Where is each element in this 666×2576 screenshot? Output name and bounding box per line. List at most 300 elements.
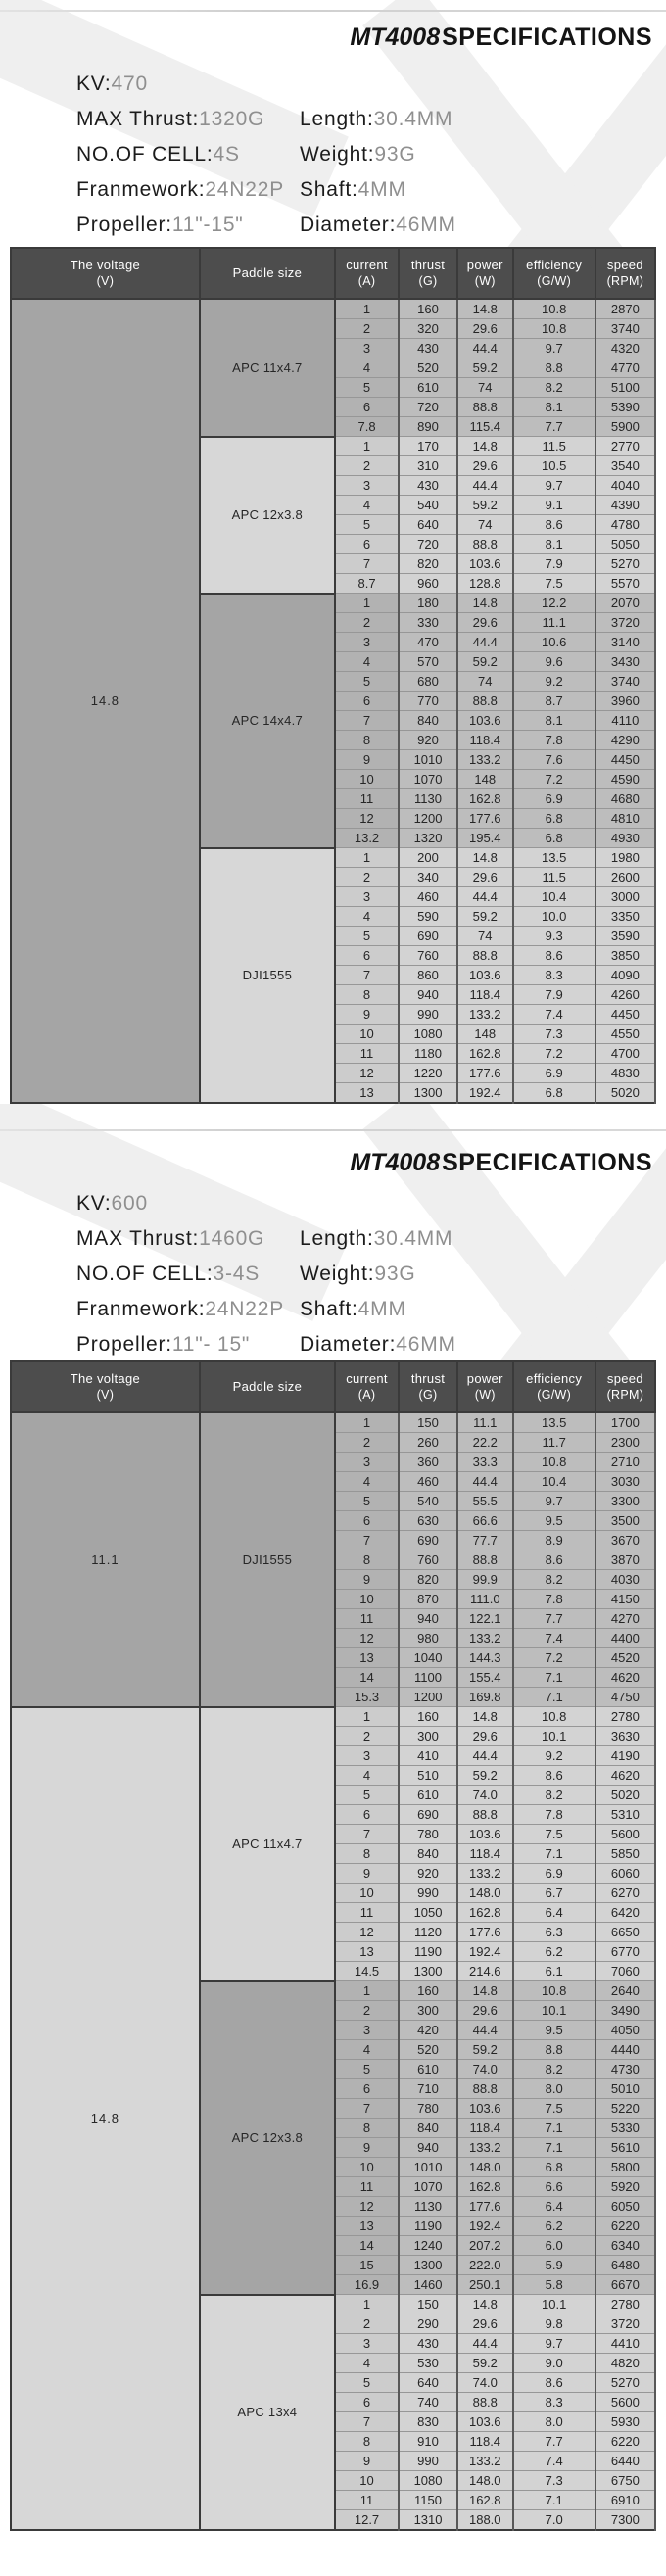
speed-cell: 4590	[595, 770, 655, 789]
current-cell: 7	[335, 1531, 399, 1550]
spec-item	[76, 172, 300, 208]
efficiency-cell: 6.6	[513, 2177, 595, 2197]
current-cell: 2	[335, 1727, 399, 1746]
efficiency-cell: 8.0	[513, 2412, 595, 2432]
power-cell: 222.0	[457, 2256, 513, 2275]
thrust-cell: 170	[399, 437, 457, 456]
power-cell: 14.8	[457, 1707, 513, 1727]
efficiency-cell: 7.3	[513, 2471, 595, 2491]
efficiency-cell: 7.3	[513, 1025, 595, 1044]
current-cell: 1	[335, 2295, 399, 2314]
speed-cell: 6770	[595, 1942, 655, 1962]
thrust-cell: 1300	[399, 2256, 457, 2275]
speed-cell: 5310	[595, 1805, 655, 1825]
speed-cell: 2640	[595, 1981, 655, 2001]
thrust-cell: 1070	[399, 2177, 457, 2197]
speed-cell: 4440	[595, 2040, 655, 2060]
power-cell: 188.0	[457, 2510, 513, 2531]
current-cell: 4	[335, 1766, 399, 1786]
power-cell: 14.8	[457, 848, 513, 868]
power-cell: 214.6	[457, 1962, 513, 1981]
top-divider	[0, 1129, 666, 1131]
header-row	[11, 1361, 655, 1412]
efficiency-cell: 8.8	[513, 358, 595, 378]
current-cell: 9	[335, 1864, 399, 1884]
efficiency-cell: 7.5	[513, 2099, 595, 2119]
power-cell: 103.6	[457, 554, 513, 574]
efficiency-cell: 7.4	[513, 2452, 595, 2471]
spec-item	[300, 208, 456, 243]
spec-label: Weight:	[300, 143, 375, 166]
column-header: speed (RPM)	[595, 1361, 655, 1412]
spec-grid	[76, 1186, 658, 1360]
efficiency-cell: 7.8	[513, 1590, 595, 1609]
column-header: efficiency (G/W)	[513, 1361, 595, 1412]
efficiency-cell: 7.0	[513, 2510, 595, 2531]
current-cell: 12	[335, 809, 399, 829]
speed-cell: 4680	[595, 789, 655, 809]
spec-item	[300, 137, 456, 172]
speed-cell: 5570	[595, 574, 655, 594]
power-cell: 74.0	[457, 1786, 513, 1805]
paddle-size-cell: DJI1555	[200, 1412, 335, 1707]
paddle-size-cell: APC 13x4	[200, 2295, 335, 2531]
efficiency-cell: 6.9	[513, 1864, 595, 1884]
thrust-cell: 1240	[399, 2236, 457, 2256]
current-cell: 7.8	[335, 417, 399, 437]
current-cell: 11	[335, 1044, 399, 1064]
efficiency-cell: 8.2	[513, 1570, 595, 1590]
spec-value: 93G	[374, 143, 416, 166]
speed-cell: 5220	[595, 2099, 655, 2119]
speed-cell: 3740	[595, 672, 655, 692]
thrust-cell: 960	[399, 574, 457, 594]
efficiency-cell: 9.6	[513, 652, 595, 672]
speed-cell: 5050	[595, 535, 655, 554]
thrust-cell: 520	[399, 2040, 457, 2060]
power-cell: 177.6	[457, 2197, 513, 2217]
spec-value: 30.4MM	[373, 108, 453, 130]
thrust-table-kv600	[10, 1360, 656, 2531]
efficiency-cell: 9.0	[513, 2354, 595, 2373]
power-cell: 88.8	[457, 1805, 513, 1825]
power-cell: 14.8	[457, 2295, 513, 2314]
power-cell: 118.4	[457, 731, 513, 750]
thrust-cell: 150	[399, 1412, 457, 1433]
speed-cell: 4700	[595, 1044, 655, 1064]
efficiency-cell: 11.5	[513, 868, 595, 887]
current-cell: 8	[335, 2119, 399, 2138]
efficiency-cell: 7.9	[513, 985, 595, 1005]
thrust-cell: 720	[399, 535, 457, 554]
current-cell: 9	[335, 750, 399, 770]
power-cell: 148.0	[457, 2471, 513, 2491]
speed-cell: 2300	[595, 1433, 655, 1453]
power-cell: 133.2	[457, 750, 513, 770]
efficiency-cell: 9.7	[513, 476, 595, 496]
power-cell: 169.8	[457, 1688, 513, 1707]
current-cell: 8	[335, 1844, 399, 1864]
efficiency-cell: 6.4	[513, 2197, 595, 2217]
thrust-cell: 760	[399, 946, 457, 966]
efficiency-cell: 10.8	[513, 1707, 595, 1727]
thrust-cell: 740	[399, 2393, 457, 2412]
speed-cell: 6670	[595, 2275, 655, 2295]
speed-cell: 5270	[595, 2373, 655, 2393]
spec-value: 470	[111, 72, 148, 95]
spec-item	[300, 1292, 456, 1327]
efficiency-cell: 10.8	[513, 1981, 595, 2001]
efficiency-cell: 9.5	[513, 2021, 595, 2040]
power-cell: 192.4	[457, 1083, 513, 1104]
speed-cell: 5920	[595, 2177, 655, 2197]
current-cell: 7	[335, 966, 399, 985]
thrust-cell: 1190	[399, 1942, 457, 1962]
speed-cell: 3140	[595, 633, 655, 652]
thrust-cell: 830	[399, 2412, 457, 2432]
current-cell: 5	[335, 378, 399, 398]
current-cell: 13	[335, 2217, 399, 2236]
speed-cell: 5600	[595, 2393, 655, 2412]
thrust-cell: 840	[399, 1844, 457, 1864]
thrust-cell: 910	[399, 2432, 457, 2452]
spec-label: KV:	[76, 72, 112, 95]
power-cell: 74	[457, 378, 513, 398]
power-cell: 115.4	[457, 417, 513, 437]
power-cell: 177.6	[457, 1923, 513, 1942]
efficiency-cell: 7.4	[513, 1629, 595, 1648]
power-cell: 192.4	[457, 1942, 513, 1962]
power-cell: 162.8	[457, 1903, 513, 1923]
power-cell: 111.0	[457, 1590, 513, 1609]
power-cell: 44.4	[457, 887, 513, 907]
thrust-cell: 150	[399, 2295, 457, 2314]
current-cell: 6	[335, 1511, 399, 1531]
efficiency-cell: 6.8	[513, 809, 595, 829]
efficiency-cell: 7.7	[513, 417, 595, 437]
top-divider	[0, 10, 666, 12]
power-cell: 133.2	[457, 2138, 513, 2158]
speed-cell: 5930	[595, 2412, 655, 2432]
voltage-cell: 14.8	[11, 299, 200, 1103]
speed-cell: 4780	[595, 515, 655, 535]
current-cell: 9	[335, 1570, 399, 1590]
power-cell: 74.0	[457, 2060, 513, 2079]
speed-cell: 2780	[595, 1707, 655, 1727]
power-cell: 22.2	[457, 1433, 513, 1453]
speed-cell: 3350	[595, 907, 655, 927]
paddle-size-cell: APC 12x3.8	[200, 437, 335, 594]
thrust-cell: 1120	[399, 1923, 457, 1942]
speed-cell: 5020	[595, 1786, 655, 1805]
efficiency-cell: 7.5	[513, 574, 595, 594]
thrust-cell: 530	[399, 2354, 457, 2373]
spec-value: 24N22P	[205, 1298, 285, 1320]
speed-cell: 3850	[595, 946, 655, 966]
current-cell: 13	[335, 1942, 399, 1962]
efficiency-cell: 8.3	[513, 2393, 595, 2412]
current-cell: 2	[335, 2001, 399, 2021]
speed-cell: 4040	[595, 476, 655, 496]
paddle-size-cell: DJI1555	[200, 848, 335, 1104]
column-header: Paddle size	[200, 1361, 335, 1412]
spec-label: Shaft:	[300, 1298, 358, 1320]
thrust-cell: 1130	[399, 789, 457, 809]
efficiency-cell: 13.5	[513, 848, 595, 868]
spec-list-right	[300, 1221, 456, 1360]
speed-cell: 3590	[595, 927, 655, 946]
thrust-cell: 940	[399, 2138, 457, 2158]
speed-cell: 4270	[595, 1609, 655, 1629]
power-cell: 162.8	[457, 789, 513, 809]
thrust-cell: 1200	[399, 809, 457, 829]
thrust-cell: 360	[399, 1453, 457, 1472]
speed-cell: 5390	[595, 398, 655, 417]
speed-cell: 4620	[595, 1766, 655, 1786]
current-cell: 5	[335, 515, 399, 535]
efficiency-cell: 7.8	[513, 731, 595, 750]
power-cell: 59.2	[457, 496, 513, 515]
current-cell: 5	[335, 672, 399, 692]
efficiency-cell: 7.1	[513, 2119, 595, 2138]
power-cell: 44.4	[457, 339, 513, 358]
efficiency-cell: 8.6	[513, 1766, 595, 1786]
power-cell: 144.3	[457, 1648, 513, 1668]
efficiency-cell: 7.6	[513, 750, 595, 770]
spec-value: 93G	[374, 1263, 416, 1285]
thrust-cell: 1300	[399, 1962, 457, 1981]
spec-label: Diameter:	[300, 214, 397, 236]
current-cell: 11	[335, 2491, 399, 2510]
thrust-cell: 610	[399, 2060, 457, 2079]
power-cell: 29.6	[457, 868, 513, 887]
power-cell: 148	[457, 1025, 513, 1044]
power-cell: 118.4	[457, 1844, 513, 1864]
thrust-cell: 690	[399, 1805, 457, 1825]
thrust-cell: 820	[399, 554, 457, 574]
power-cell: 118.4	[457, 2432, 513, 2452]
spec-value: 4MM	[357, 178, 406, 201]
current-cell: 1	[335, 1412, 399, 1433]
power-cell: 74	[457, 672, 513, 692]
current-cell: 3	[335, 339, 399, 358]
efficiency-cell: 6.2	[513, 2217, 595, 2236]
speed-cell: 1700	[595, 1412, 655, 1433]
efficiency-cell: 10.1	[513, 2001, 595, 2021]
power-cell: 250.1	[457, 2275, 513, 2295]
power-cell: 59.2	[457, 2354, 513, 2373]
model-name: MT4008	[350, 24, 441, 51]
current-cell: 11	[335, 1903, 399, 1923]
thrust-cell: 510	[399, 1766, 457, 1786]
spec-value: 600	[111, 1192, 148, 1215]
spec-value: 4MM	[357, 1298, 406, 1320]
speed-cell: 4150	[595, 1590, 655, 1609]
power-cell: 118.4	[457, 985, 513, 1005]
power-cell: 177.6	[457, 809, 513, 829]
spec-label: NO.OF CELL:	[76, 1263, 214, 1285]
current-cell: 5	[335, 2373, 399, 2393]
spec-value: 1320G	[199, 108, 265, 130]
efficiency-cell: 13.5	[513, 1412, 595, 1433]
efficiency-cell: 10.4	[513, 887, 595, 907]
current-cell: 4	[335, 496, 399, 515]
current-cell: 2	[335, 1433, 399, 1453]
current-cell: 3	[335, 2334, 399, 2354]
efficiency-cell: 5.9	[513, 2256, 595, 2275]
spec-value: 3-4S	[213, 1263, 261, 1285]
efficiency-cell: 10.8	[513, 299, 595, 319]
thrust-cell: 430	[399, 476, 457, 496]
power-cell: 29.6	[457, 1727, 513, 1746]
efficiency-cell: 7.1	[513, 2138, 595, 2158]
speed-cell: 4410	[595, 2334, 655, 2354]
power-cell: 14.8	[457, 437, 513, 456]
thrust-cell: 1050	[399, 1903, 457, 1923]
current-cell: 10	[335, 1025, 399, 1044]
current-cell: 13	[335, 1648, 399, 1668]
efficiency-cell: 7.1	[513, 1688, 595, 1707]
current-cell: 4	[335, 652, 399, 672]
power-cell: 155.4	[457, 1668, 513, 1688]
current-cell: 4	[335, 2040, 399, 2060]
current-cell: 4	[335, 358, 399, 378]
column-header: power (W)	[457, 1361, 513, 1412]
current-cell: 5	[335, 927, 399, 946]
model-name: MT4008	[350, 1149, 441, 1176]
spec-list-right	[300, 102, 456, 243]
thrust-cell: 1300	[399, 1083, 457, 1104]
spec-grid	[76, 67, 658, 243]
power-cell: 44.4	[457, 633, 513, 652]
current-cell: 12	[335, 1629, 399, 1648]
current-cell: 10	[335, 770, 399, 789]
speed-cell: 2870	[595, 299, 655, 319]
spec-item	[76, 208, 300, 243]
efficiency-cell: 7.8	[513, 1805, 595, 1825]
column-header: speed (RPM)	[595, 248, 655, 299]
spec-value: 11"-15"	[171, 214, 244, 236]
current-cell: 13.2	[335, 829, 399, 848]
efficiency-cell: 11.5	[513, 437, 595, 456]
sheet-title	[350, 1149, 652, 1177]
power-cell: 29.6	[457, 319, 513, 339]
current-cell: 14.5	[335, 1962, 399, 1981]
thrust-cell: 760	[399, 1550, 457, 1570]
thrust-cell: 160	[399, 299, 457, 319]
speed-cell: 5270	[595, 554, 655, 574]
page-bottom-margin	[0, 2531, 666, 2552]
thrust-cell: 160	[399, 1707, 457, 1727]
speed-cell: 3540	[595, 456, 655, 476]
speed-cell: 3670	[595, 1531, 655, 1550]
efficiency-cell: 8.2	[513, 378, 595, 398]
power-cell: 59.2	[457, 907, 513, 927]
efficiency-cell: 9.7	[513, 2334, 595, 2354]
current-cell: 7	[335, 2099, 399, 2119]
speed-cell: 6420	[595, 1903, 655, 1923]
current-cell: 3	[335, 633, 399, 652]
efficiency-cell: 10.8	[513, 1453, 595, 1472]
thrust-cell: 680	[399, 672, 457, 692]
speed-cell: 4930	[595, 829, 655, 848]
speed-cell: 4290	[595, 731, 655, 750]
thrust-cell: 770	[399, 692, 457, 711]
thrust-cell: 300	[399, 2001, 457, 2021]
power-cell: 88.8	[457, 2079, 513, 2099]
power-cell: 66.6	[457, 1511, 513, 1531]
efficiency-cell: 9.2	[513, 1746, 595, 1766]
paddle-size-cell: APC 12x3.8	[200, 1981, 335, 2295]
efficiency-cell: 7.7	[513, 1609, 595, 1629]
spec-item	[76, 1221, 300, 1257]
spec-label: Length:	[300, 1227, 374, 1250]
current-cell: 13	[335, 1083, 399, 1104]
speed-cell: 4820	[595, 2354, 655, 2373]
current-cell: 5	[335, 1786, 399, 1805]
column-header: thrust (G)	[399, 1361, 457, 1412]
power-cell: 133.2	[457, 1629, 513, 1648]
voltage-cell: 11.1	[11, 1412, 200, 1707]
efficiency-cell: 9.7	[513, 1492, 595, 1511]
column-header: Paddle size	[200, 248, 335, 299]
spec-label: Propeller:	[76, 1333, 172, 1356]
spec-item	[300, 172, 456, 208]
thrust-cell: 920	[399, 1864, 457, 1884]
power-cell: 59.2	[457, 358, 513, 378]
current-cell: 1	[335, 1981, 399, 2001]
current-cell: 7	[335, 2412, 399, 2432]
data-row	[11, 299, 655, 319]
thrust-cell: 410	[399, 1746, 457, 1766]
current-cell: 10	[335, 1884, 399, 1903]
thrust-cell: 1010	[399, 750, 457, 770]
current-cell: 11	[335, 1609, 399, 1629]
power-cell: 133.2	[457, 2452, 513, 2471]
thrust-cell: 1130	[399, 2197, 457, 2217]
thrust-cell: 1310	[399, 2510, 457, 2531]
efficiency-cell: 8.7	[513, 692, 595, 711]
thrust-cell: 1080	[399, 1025, 457, 1044]
thrust-cell: 640	[399, 515, 457, 535]
power-cell: 44.4	[457, 1472, 513, 1492]
current-cell: 4	[335, 1472, 399, 1492]
power-cell: 14.8	[457, 594, 513, 613]
spec-header-kv470	[0, 0, 666, 247]
thrust-cell: 200	[399, 848, 457, 868]
current-cell: 6	[335, 2079, 399, 2099]
efficiency-cell: 11.1	[513, 613, 595, 633]
current-cell: 1	[335, 437, 399, 456]
spec-label: Weight:	[300, 1263, 375, 1285]
speed-cell: 7060	[595, 1962, 655, 1981]
spec-list-left	[76, 1186, 300, 1360]
thrust-cell: 570	[399, 652, 457, 672]
thrust-cell: 520	[399, 358, 457, 378]
thrust-cell: 840	[399, 2119, 457, 2138]
power-cell: 103.6	[457, 2412, 513, 2432]
thrust-cell: 290	[399, 2314, 457, 2334]
power-cell: 88.8	[457, 535, 513, 554]
thrust-cell: 780	[399, 2099, 457, 2119]
speed-cell: 3870	[595, 1550, 655, 1570]
power-cell: 148.0	[457, 2158, 513, 2177]
spec-item	[76, 1292, 300, 1327]
column-header: The voltage (V)	[11, 248, 200, 299]
efficiency-cell: 6.8	[513, 829, 595, 848]
current-cell: 12.7	[335, 2510, 399, 2531]
speed-cell: 6480	[595, 2256, 655, 2275]
